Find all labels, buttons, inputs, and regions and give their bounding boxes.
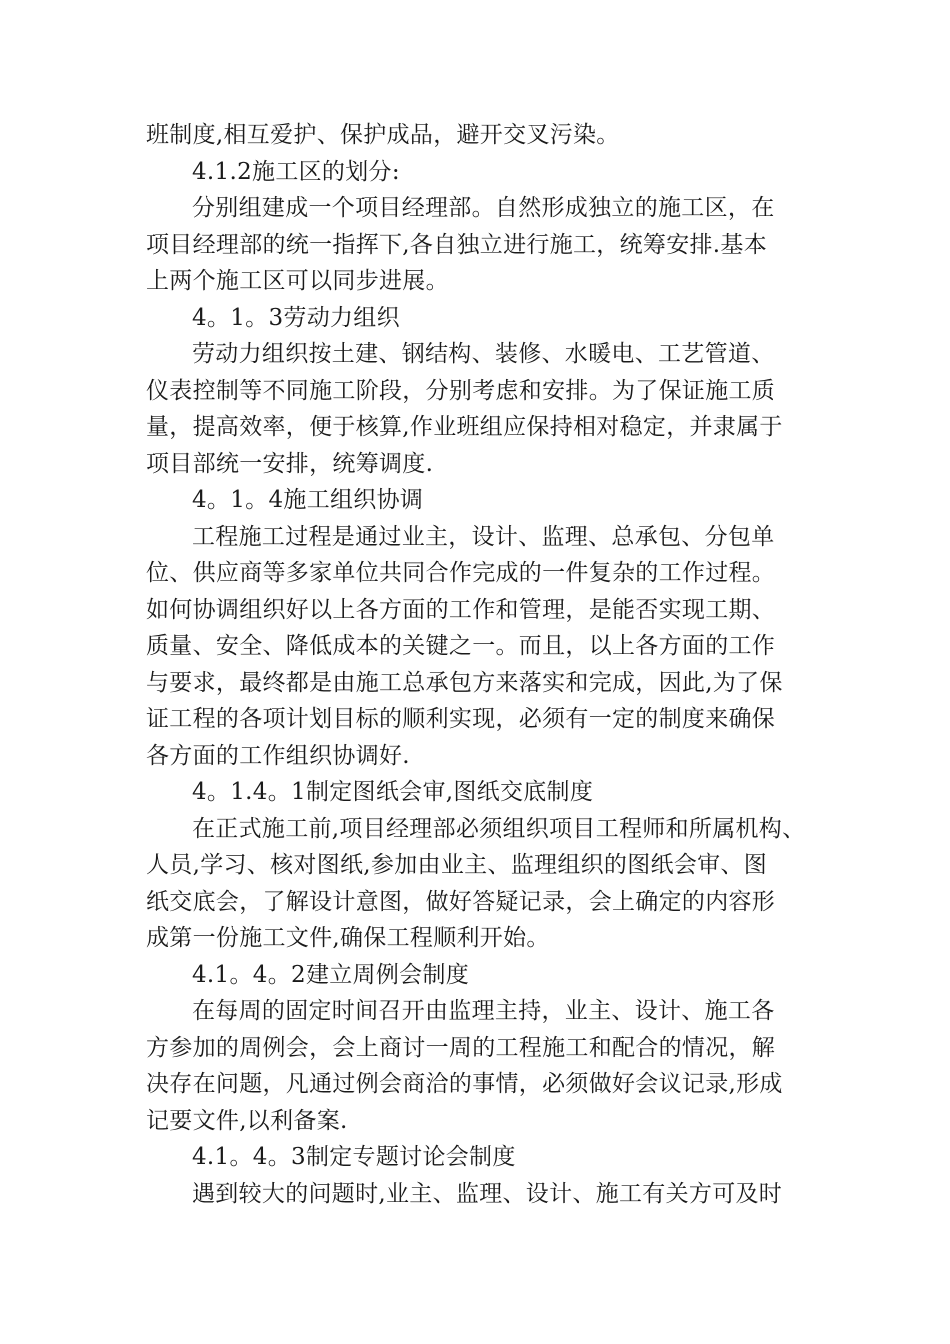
paragraph-line: 仪表控制等不同施工阶段，分别考虑和安排。为了保证施工质 [146,377,776,404]
paragraph-line-indented: 4.1。4。3制定专题讨论会制度 [192,1144,516,1170]
paragraph-line-indented: 在正式施工前,项目经理部必须组织项目工程师和所属机构、 [192,815,806,842]
paragraph-line: 项目部统一安排，统筹调度. [146,450,434,477]
paragraph-line: 方参加的周例会，会上商讨一周的工程施工和配合的情况，解 [146,1034,776,1061]
paragraph-line-indented: 4.1.2施工区的划分: [192,158,400,185]
paragraph-line-indented: 工程施工过程是通过业主，设计、监理、总承包、分包单 [192,523,775,550]
paragraph-line: 项目经理部的统一指挥下,各自独立进行施工，统筹安排.基本 [146,231,768,258]
paragraph-line-indented: 遇到较大的问题时,业主、监理、设计、施工有关方可及时 [192,1180,783,1207]
paragraph-line: 各方面的工作组织协调好. [146,742,410,769]
paragraph-line-indented: 4.1。4。2建立周例会制度 [192,961,470,988]
paragraph-line-indented: 4。1.4。1制定图纸会审,图纸交底制度 [192,779,594,805]
paragraph-line: 记要文件,以利备案. [146,1107,348,1134]
paragraph-line: 上两个施工区可以同步进展。 [146,268,449,294]
paragraph-line: 与要求，最终都是由施工总承包方来落实和完成，因此,为了保 [146,669,783,696]
paragraph-line: 位、供应商等多家单位共同合作完成的一件复杂的工作过程。 [146,560,776,586]
paragraph-line: 成第一份施工文件,确保工程顺利开始。 [146,925,550,951]
paragraph-line: 人员,学习、核对图纸,参加由业主、监理组织的图纸会审、图 [146,852,768,878]
paragraph-line-indented: 劳动力组织按土建、钢结构、装修、水暖电、工艺管道、 [192,341,775,367]
paragraph-line-indented: 4。1。3劳动力组织 [192,304,400,331]
paragraph-line: 如何协调组织好以上各方面的工作和管理，是能否实现工期、 [146,596,776,623]
paragraph-line: 纸交底会，了解设计意图，做好答疑记录，会上确定的内容形 [146,888,776,915]
document-body [146,117,826,1212]
paragraph-line: 班制度,相互爱护、保护成品，避开交叉污染。 [146,122,620,148]
paragraph-line: 决存在问题，凡通过例会商洽的事情，必须做好会议记录,形成 [146,1071,783,1097]
paragraph-line-indented: 分别组建成一个项目经理部。自然形成独立的施工区，在 [192,195,775,221]
paragraph-line: 证工程的各项计划目标的顺利实现，必须有一定的制度来确保 [146,706,776,732]
paragraph-line: 质量、安全、降低成本的关键之一。而且，以上各方面的工作 [146,633,776,659]
paragraph-line-indented: 在每周的固定时间召开由监理主持，业主、设计、施工各 [192,998,775,1024]
paragraph-line-indented: 4。1。4施工组织协调 [192,487,424,513]
paragraph-line: 量，提高效率，便于核算,作业班组应保持相对稳定，并隶属于 [146,414,783,440]
